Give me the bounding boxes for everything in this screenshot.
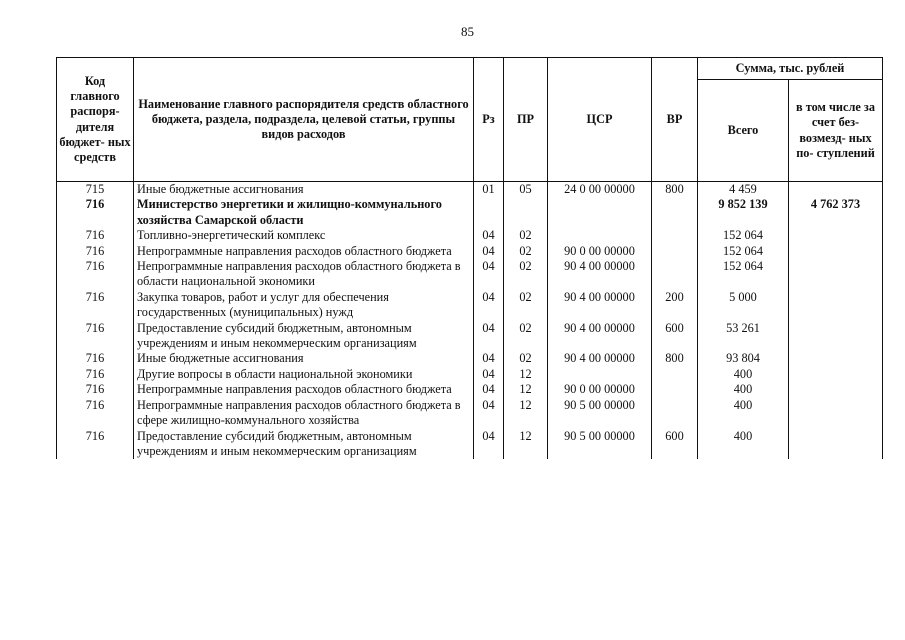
row-total: 400 [698,382,789,397]
row-csr: 90 5 00 00000 [548,429,652,460]
row-rz [474,197,504,228]
row-free [789,182,883,198]
row-rz: 04 [474,244,504,259]
row-free [789,290,883,321]
row-name: Непрограммные направления расходов областного бюджета [134,382,474,397]
row-total: 400 [698,398,789,429]
header-rz: Рз [474,58,504,182]
table-row [57,244,883,259]
table-row [57,321,883,352]
row-code: 716 [57,259,134,290]
row-total: 53 261 [698,321,789,352]
row-name: Предоставление субсидий бюджетным, автономным учреждениям и иным некоммерческим организациям [134,321,474,352]
table-row [57,259,883,290]
row-pr: 12 [504,382,548,397]
row-free [789,259,883,290]
table-row [57,197,883,228]
row-pr: 12 [504,367,548,382]
row-code: 716 [57,367,134,382]
row-free [789,321,883,352]
row-code: 716 [57,290,134,321]
table-row [57,398,883,429]
row-vr: 800 [652,182,698,198]
table-row [57,182,883,198]
row-code: 716 [57,351,134,366]
table-row [57,382,883,397]
row-total: 400 [698,367,789,382]
row-name: Иные бюджетные ассигнования [134,182,474,198]
row-csr: 90 4 00 00000 [548,351,652,366]
row-free [789,367,883,382]
row-code: 716 [57,244,134,259]
row-total: 9 852 139 [698,197,789,228]
row-free [789,398,883,429]
row-vr [652,197,698,228]
header-name: Наименование главного распорядителя средств областного бюджета, раздела, подраздела, целевой статьи, группы видов расходов [134,58,474,182]
row-pr: 02 [504,228,548,243]
row-free [789,429,883,460]
budget-table [56,57,883,459]
row-pr: 05 [504,182,548,198]
row-vr [652,244,698,259]
row-total: 4 459 [698,182,789,198]
row-pr: 02 [504,259,548,290]
row-csr: 90 4 00 00000 [548,290,652,321]
row-free [789,244,883,259]
row-csr: 90 0 00 00000 [548,382,652,397]
row-free [789,351,883,366]
row-rz: 04 [474,429,504,460]
row-rz: 04 [474,382,504,397]
row-name: Иные бюджетные ассигнования [134,351,474,366]
row-name: Предоставление субсидий бюджетным, автономным учреждениям и иным некоммерческим организациям [134,429,474,460]
row-rz: 04 [474,321,504,352]
row-free [789,228,883,243]
header-code: Код главного распоря- дителя бюджет- ных средств [57,58,134,182]
row-total: 152 064 [698,228,789,243]
row-pr: 12 [504,429,548,460]
row-code: 716 [57,398,134,429]
row-code: 716 [57,429,134,460]
table-row [57,429,883,460]
row-name: Непрограммные направления расходов областного бюджета в области национальной экономики [134,259,474,290]
row-name: Непрограммные направления расходов областного бюджета в сфере жилищно-коммунального хозяйства [134,398,474,429]
row-name: Топливно-энергетический комплекс [134,228,474,243]
header-total: Всего [698,80,789,182]
header-free: в том числе за счет без- возмезд- ных по- ступлений [789,80,883,182]
row-pr: 02 [504,244,548,259]
row-vr [652,228,698,243]
row-rz: 04 [474,290,504,321]
row-csr: 90 5 00 00000 [548,398,652,429]
table-row [57,351,883,366]
row-pr [504,197,548,228]
header-csr: ЦСР [548,58,652,182]
row-name: Непрограммные направления расходов областного бюджета [134,244,474,259]
row-vr: 200 [652,290,698,321]
row-total: 93 804 [698,351,789,366]
row-code: 716 [57,228,134,243]
header-pr: ПР [504,58,548,182]
table-row [57,367,883,382]
row-rz: 04 [474,367,504,382]
row-csr [548,197,652,228]
table-row [57,228,883,243]
row-total: 400 [698,429,789,460]
row-code: 716 [57,382,134,397]
row-vr: 600 [652,429,698,460]
row-rz: 01 [474,182,504,198]
row-csr: 90 4 00 00000 [548,259,652,290]
row-total: 152 064 [698,244,789,259]
row-csr: 24 0 00 00000 [548,182,652,198]
row-vr [652,367,698,382]
header-vr: ВР [652,58,698,182]
row-free [789,382,883,397]
table-header [57,58,883,182]
row-csr: 90 0 00 00000 [548,244,652,259]
row-free: 4 762 373 [789,197,883,228]
row-vr: 600 [652,321,698,352]
row-pr: 02 [504,351,548,366]
row-pr: 02 [504,290,548,321]
row-code: 716 [57,321,134,352]
row-name: Министерство энергетики и жилищно-коммунального хозяйства Самарской области [134,197,474,228]
table-body [57,182,883,460]
row-rz: 04 [474,228,504,243]
row-total: 152 064 [698,259,789,290]
row-vr [652,382,698,397]
row-rz: 04 [474,398,504,429]
row-code: 715 [57,182,134,198]
row-pr: 12 [504,398,548,429]
row-rz: 04 [474,351,504,366]
row-csr [548,228,652,243]
row-code: 716 [57,197,134,228]
table-row [57,290,883,321]
row-total: 5 000 [698,290,789,321]
row-csr [548,367,652,382]
row-name: Закупка товаров, работ и услуг для обеспечения государственных (муниципальных) нужд [134,290,474,321]
row-pr: 02 [504,321,548,352]
row-vr [652,398,698,429]
row-rz: 04 [474,259,504,290]
row-vr [652,259,698,290]
row-vr: 800 [652,351,698,366]
page-number: 85 [461,24,474,39]
row-csr: 90 4 00 00000 [548,321,652,352]
header-sum: Сумма, тыс. рублей [698,58,883,80]
row-name: Другие вопросы в области национальной экономики [134,367,474,382]
